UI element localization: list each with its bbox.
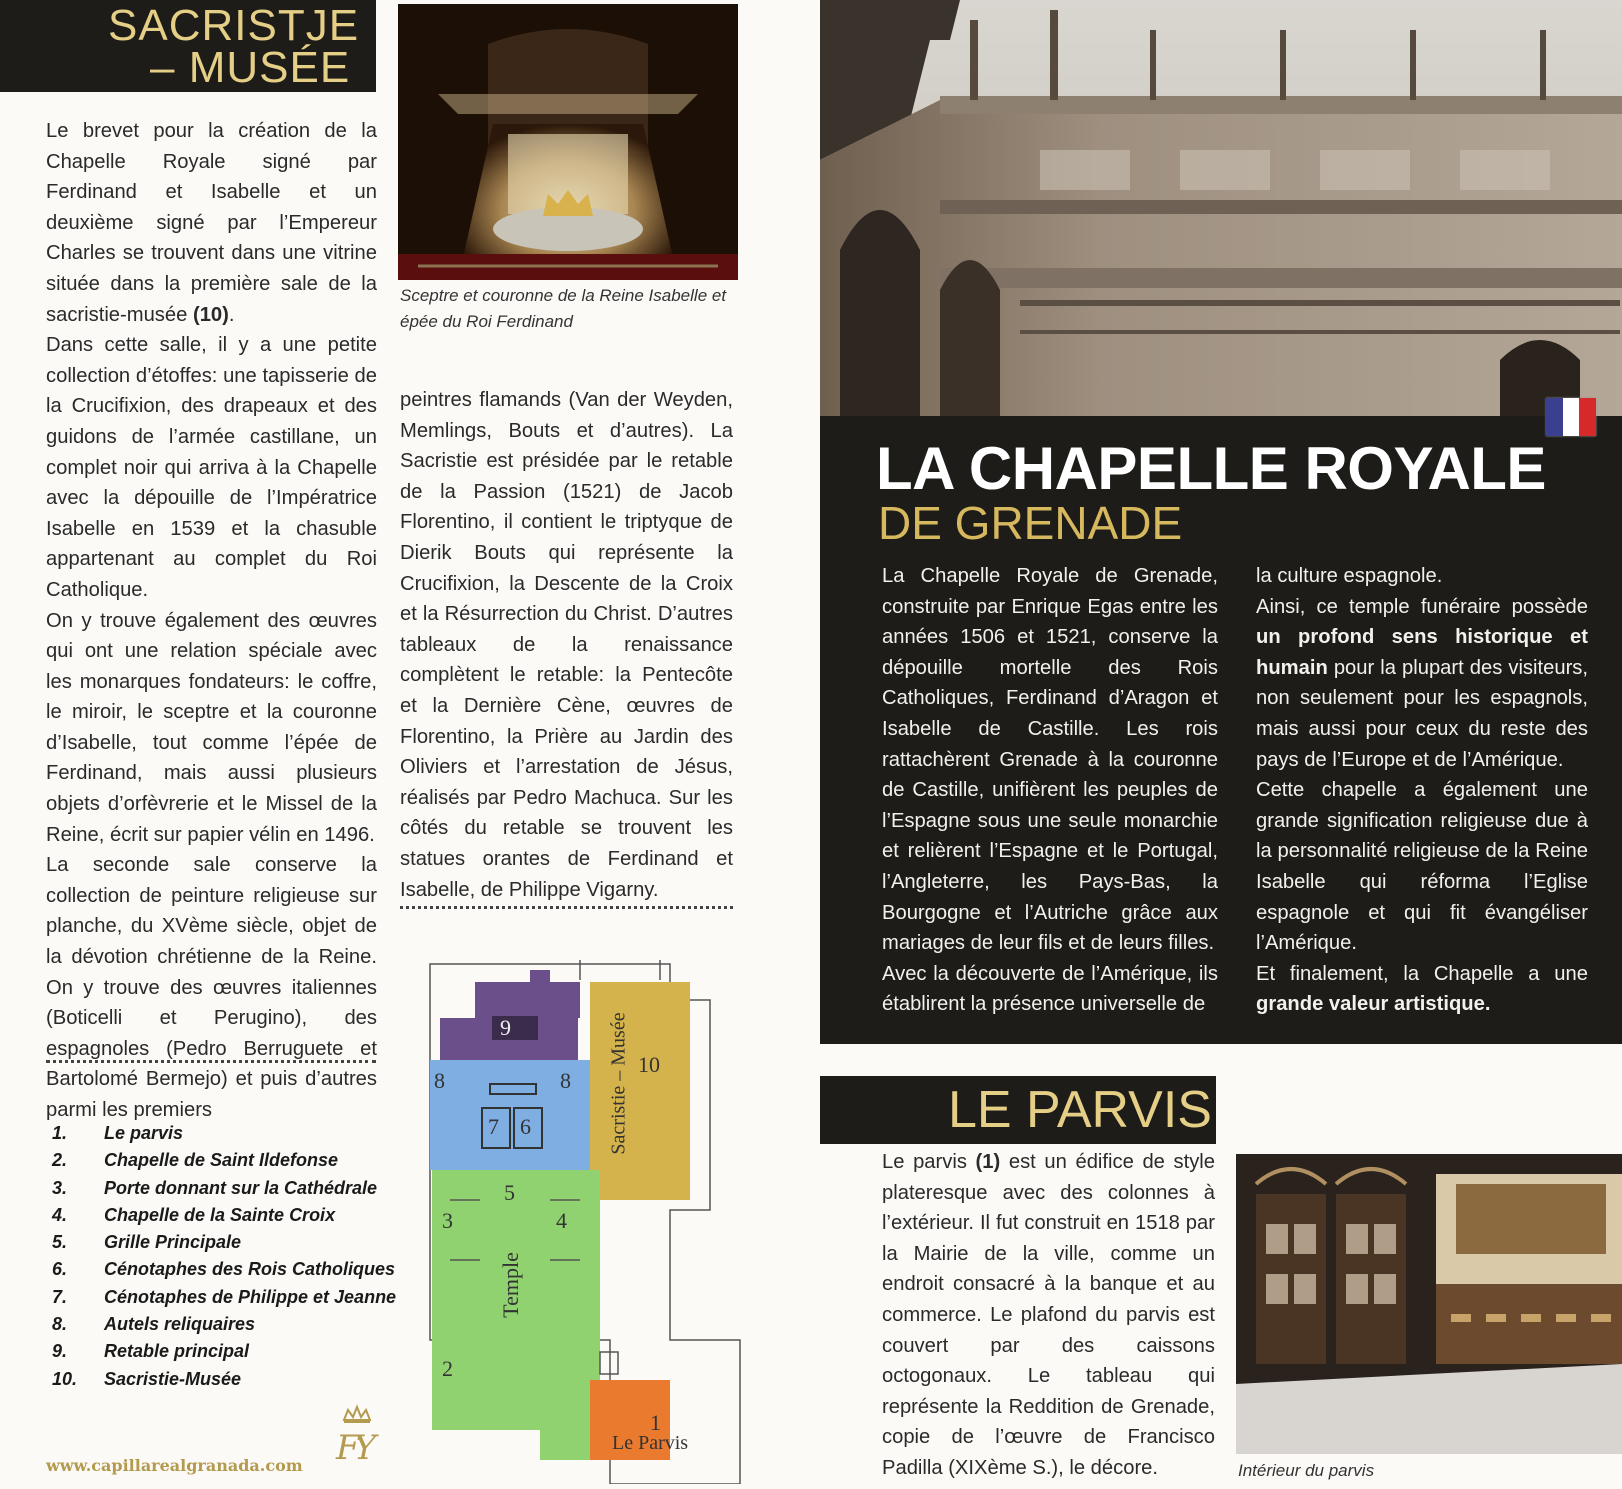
sacristie-paragraph-3: On y trouve également des œuvres qui ont une relation spéciale avec les monarques fondateurs: le coffre, le miroir, le sceptre et la couronne d’Isabelle, tout comme l’épée de Ferdinand, mais aussi plusieurs objets d’orfèvrerie et le Missel de la Reine, écrit sur papier vélin en 1496.: [46, 609, 377, 846]
main-subtitle: DE GRENADE: [878, 497, 1183, 549]
main-culture-line: la culture espagnole.: [1256, 565, 1443, 587]
sacristie-title-line1: SACRISTJE: [108, 1, 360, 50]
parvis-interior-photo: [1236, 1154, 1622, 1454]
plan-label-temple: Temple: [497, 1252, 523, 1318]
legend-item: 2. Chapelle de Saint Ildefonse: [52, 1150, 339, 1171]
legend-item: 5. Grille Principale: [52, 1232, 242, 1253]
plan-number-10: 10: [638, 1052, 660, 1077]
plan-number-4: 4: [556, 1208, 567, 1233]
legend-item: 7. Cénotaphes de Philippe et Jeanne: [52, 1286, 397, 1307]
main-religieuse-paragraph: Cette chapelle a également une grande signification religieuse due à la personnalité religieuse de la Reine Isabelle qui réforma l’Eglise espagnole et qui fit évangéliser l’Amérique.: [1256, 779, 1588, 955]
middle-dotted-divider: [400, 906, 733, 909]
website-url[interactable]: www.capillarealgranada.com: [46, 1456, 303, 1475]
royal-monogram: [334, 1402, 380, 1478]
parvis-body: [882, 1147, 1215, 1484]
plan-number-8-left: 8: [434, 1068, 445, 1093]
legend-item: 9. Retable principal: [52, 1341, 250, 1362]
sacristie-title-line2: – MUSÉE: [150, 43, 351, 92]
legend-item: 3. Porte donnant sur la Cathédrale: [52, 1177, 378, 1198]
sacristie-paragraph-2: Dans cette salle, il y a une petite collection d’étoffes: une tapisserie de la Crucifixion, des drapeaux et des guidons de l’armée castillane, un complet noir qui arriva à la Chapelle avec la dépouille de l’Impératrice Isabelle en 1539 et la chasuble appartenant au complet du Roi Catholique.: [46, 334, 377, 601]
main-lead-paragraph: La Chapelle Royale de Grenade, construite par Enrique Egas entre les années 1506 et 1521, conserve la dépouille mortelle des Rois Catholiques, Ferdinand d’Aragon et Isabelle de Castille. Les rois rattachèrent Grenade à la couronne de Castille, unifièrent les peuples de l’Espagne sous une seule monarchie et relièrent l’Espagne et le Portugal, l’Angleterre, les Pays-Bas, la Bourgogne et l’Autriche grâce aux mariages de leur fils et de leurs filles.: [882, 565, 1218, 955]
crown-photo-caption: Sceptre et couronne de la Reine Isabelle et épée du Roi Ferdinand: [400, 286, 727, 331]
legend-item: 10. Sacristie-Musée: [52, 1368, 242, 1389]
legend-item: 8. Autels reliquaires: [52, 1314, 256, 1335]
main-historique-paragraph: Ainsi, ce temple funéraire possède un profond sens historique et humain pour la plupart des visiteurs, non seulement pour les espagnols, mais aussi pour ceux du reste des pays de l’Europe et de l’Amérique.: [1256, 595, 1589, 771]
parvis-paragraph: Le parvis (1) est un édifice de style plateresque avec des colonnes à l’extérieur. Il fut construit en 1518 par la Mairie de la ville, comme un endroit consacré à la banque et au commerce. Le plafond du parvis est couvert par des caissons octogonaux. Le tableau qui représente la Reddition de Grenade, copie de l’œuvre de Francisco Padilla (XIXème S.), le décore.: [882, 1151, 1216, 1479]
sacristie-continuation: peintres flamands (Van der Weyden, Memlings, Bouts et d’autres). La Sacristie est présidée par le retable de la Passion (1521) de Jacob Florentino, il contient le triptyque de Dierik Bouts qui représente la Crucifixion, la Descente de la Croix et la Résurrection du Christ. D’autres tableaux de la renaissance complètent le retable: la Pentecôte et la Dernière Cène, œuvres de Florentino, la Prière au Jardin des Oliviers et l’arrestation de Jésus, réalisés par Pedro Machuca. Sur les côtés du retable se trouvent les statues orantes de Ferdinand et Isabelle, de Philippe Vigarny.: [400, 389, 733, 901]
sacristie-paragraph-4: La seconde sale conserve la collection de peinture religieuse sur planche, du XVème siècle, objet de la dévotion chrétienne de la Reine. On y trouve des œuvres italiennes (Boticelli et Perugino), des espagnoles (Pedro Berruguete et Bartolomé Bermejo) et puis d’autres parmi les premiers: [46, 854, 377, 1121]
sacristie-paragraph-1: Le brevet pour la création de la Chapelle Royale signé par Ferdinand et Isabelle et un deuxième signé par l’Empereur Charles se trouvent dans une vitrine située dans la première sale de la sacristie-musée (10).: [46, 120, 377, 326]
parvis-photo-caption: Intérieur du parvis: [1238, 1461, 1375, 1480]
crown-sceptre-photo: [398, 4, 738, 280]
main-column-right: [1256, 561, 1588, 1020]
main-america-paragraph: Avec la découverte de l’Amérique, ils établirent la présence universelle de: [882, 962, 1218, 1016]
plan-number-7: 7: [488, 1114, 499, 1139]
monogram-letters: FY: [336, 1428, 371, 1468]
plan-legend: [52, 1120, 412, 1393]
legend-item: 1. Le parvis: [52, 1123, 184, 1143]
chapel-facade-photo: [820, 0, 1622, 420]
flag-blue-stripe: [1546, 398, 1563, 436]
main-title: LA CHAPELLE ROYALE: [876, 435, 1546, 502]
plan-number-1: 1: [650, 1410, 661, 1435]
plan-number-6: 6: [520, 1114, 531, 1139]
plan-label-musee: Sacristie – Musée: [607, 1012, 630, 1155]
legend-item: 4. Chapelle de la Sainte Croix: [52, 1204, 336, 1225]
main-artistique-paragraph: Et finalement, la Chapelle a une grande valeur artistique.: [1256, 962, 1588, 1016]
plan-number-9: 9: [500, 1015, 511, 1040]
flag-white-stripe: [1563, 398, 1580, 436]
legend-item: 6. Cénotaphes des Rois Catholiques: [52, 1259, 396, 1280]
main-column-left: [882, 561, 1218, 1020]
plan-number-8-right: 8: [560, 1068, 571, 1093]
sacristie-body: [46, 116, 377, 1126]
left-dotted-divider: [46, 1060, 376, 1063]
parvis-title: LE PARVIS: [948, 1081, 1212, 1139]
plan-number-5: 5: [504, 1180, 515, 1205]
plan-label-parvis: Le Parvis: [612, 1432, 689, 1454]
flag-red-stripe: [1579, 398, 1596, 436]
floor-plan: [420, 960, 750, 1484]
french-flag-icon: [1546, 398, 1596, 436]
plan-number-3: 3: [442, 1208, 453, 1233]
plan-number-2: 2: [442, 1356, 453, 1381]
